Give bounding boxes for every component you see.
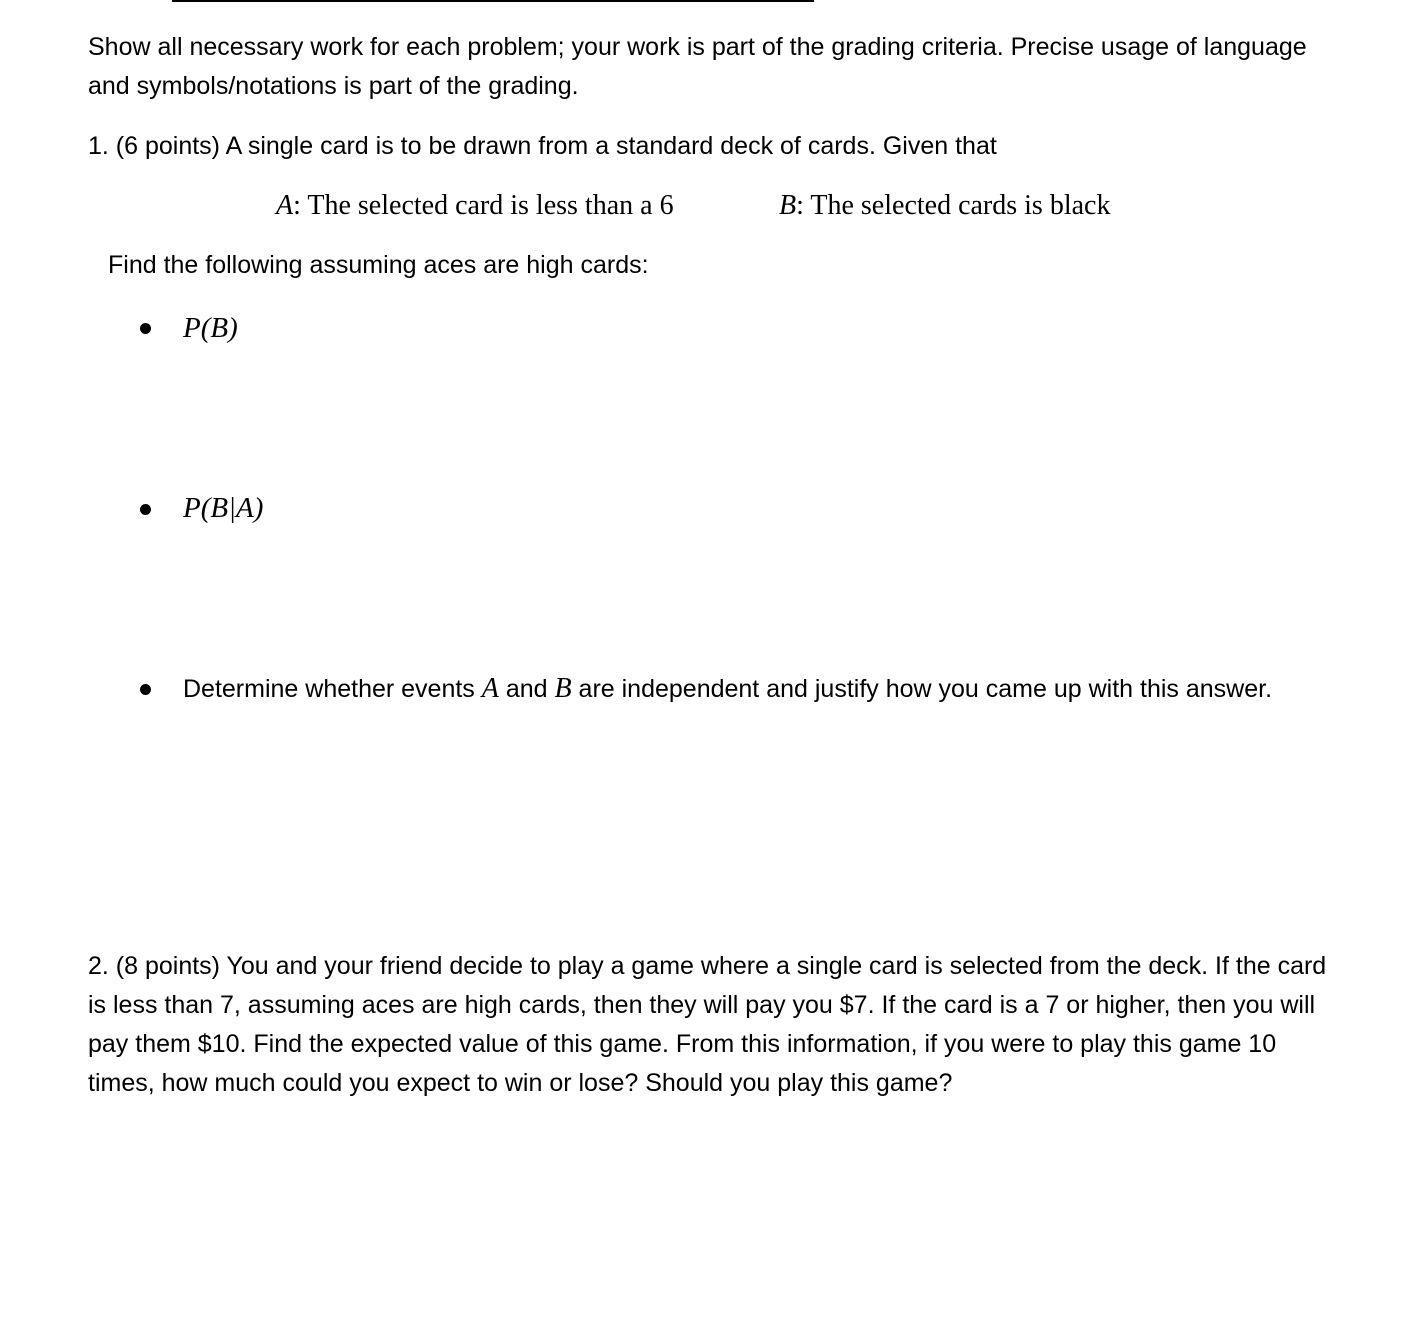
independence-var-a: A xyxy=(481,673,499,704)
top-rule xyxy=(172,0,814,2)
event-a-definition xyxy=(276,186,674,226)
bullet-icon xyxy=(140,684,151,695)
find-instruction: Find the following assuming aces are high cards: xyxy=(108,251,649,279)
probability-p-b: P(B) xyxy=(183,312,238,344)
event-b-variable: B xyxy=(779,190,797,221)
independence-text-2: and xyxy=(498,675,555,703)
instructions: Show all necessary work for each problem; your work is part of the grading criteria. Precise usage of language and symbols/notations is part of the grading. xyxy=(88,33,1307,100)
event-a-variable: A xyxy=(276,190,294,221)
event-b-definition xyxy=(779,186,1110,226)
event-b-text: : The selected cards is black xyxy=(796,190,1111,221)
independence-text-1: Determine whether events xyxy=(183,675,482,703)
bullet-icon xyxy=(140,323,151,334)
event-a-text: : The selected card is less than a 6 xyxy=(293,190,674,221)
bullet-icon xyxy=(140,504,151,515)
question-1-intro: 1. (6 points) A single card is to be drawn from a standard deck of cards. Given that xyxy=(88,132,997,160)
independence-text-3: are independent and justify how you came up with this answer. xyxy=(571,675,1273,703)
independence-var-b: B xyxy=(554,673,572,704)
question-2: 2. (8 points) You and your friend decide to play a game where a single card is selected from the deck. If the card is less than 7, assuming aces are high cards, then they will pay you $7. If the card is a 7 or higher, then you will pay them $10. Find the expected value of this game. From this information, if you were to play this game 10 times, how much could you expect to win or lose? Should you play this game? xyxy=(88,952,1327,1097)
independence-question xyxy=(183,669,1303,709)
probability-p-b-given-a: P(B|A) xyxy=(183,492,264,524)
